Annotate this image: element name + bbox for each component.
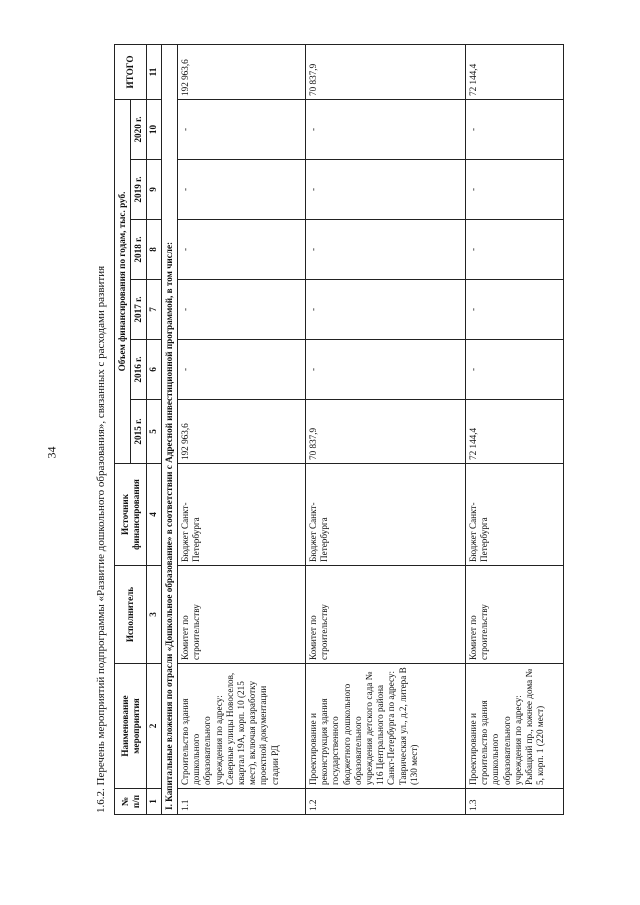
header-year: 2017 г. (131, 280, 147, 340)
row-source: Бюджет Санкт-Петербурга (177, 464, 305, 566)
header-executor: Исполнитель (115, 566, 147, 664)
table-row (177, 44, 305, 814)
header-name: Наименование мероприятия (115, 664, 147, 789)
row-value: - (177, 340, 305, 400)
row-num: 1.1 (177, 789, 305, 815)
col-number: 11 (147, 44, 161, 99)
row-value: - (305, 220, 465, 280)
section-row (161, 44, 177, 814)
header-total: ИТОГО (115, 44, 147, 99)
col-number: 5 (147, 400, 161, 464)
row-value: - (305, 160, 465, 220)
row-total: 70 837,9 (305, 44, 465, 99)
col-number: 1 (147, 789, 161, 815)
header-row-1 (115, 44, 131, 814)
row-value: 192 963,6 (177, 400, 305, 464)
row-executor: Комитет по строительству (305, 566, 465, 664)
col-number: 6 (147, 340, 161, 400)
header-num: № п/п (115, 789, 147, 815)
row-value: - (465, 220, 563, 280)
row-value: - (465, 99, 563, 159)
row-num: 1.3 (465, 789, 563, 815)
row-value: - (177, 220, 305, 280)
row-source: Бюджет Санкт-Петербурга (305, 464, 465, 566)
header-volume: Объем финансирования по годам, тыс. руб. (115, 99, 131, 463)
row-total: 192 963,6 (177, 44, 305, 99)
page-number: 34 (44, 446, 59, 459)
row-name: Проектирование и реконструкция здания государственного бюджетного дошкольного образовательного учреждения детского сада № 116 Центрального района Санкт-Петербурга по адресу: Таврическая ул., д.2, литера В (130 мест) (305, 664, 465, 789)
col-number: 8 (147, 220, 161, 280)
col-number: 3 (147, 566, 161, 664)
header-year: 2019 г. (131, 160, 147, 220)
col-number: 7 (147, 280, 161, 340)
row-executor: Комитет по строительству (465, 566, 563, 664)
row-value: 70 837,9 (305, 400, 465, 464)
row-value: 72 144,4 (465, 400, 563, 464)
row-value: - (305, 340, 465, 400)
row-executor: Комитет по строительству (177, 566, 305, 664)
header-year: 2020 г. (131, 99, 147, 159)
row-value: - (177, 160, 305, 220)
row-value: - (177, 280, 305, 340)
row-source: Бюджет Санкт-Петербурга (465, 464, 563, 566)
header-source: Источник финансирования (115, 464, 147, 566)
header-year: 2018 г. (131, 220, 147, 280)
row-name: Проектирование и строительство здания дошкольного образовательного учреждения по адресу: Рыбацкий пр., южнее дома № 5, корп. 1 (220 мест) (465, 664, 563, 789)
row-value: - (305, 99, 465, 159)
col-number: 10 (147, 99, 161, 159)
table-row (305, 44, 465, 814)
section-title: I. Капитальные вложения по отрасли «Дошкольное образование» в соответствии с Адресной инвестиционной программой, в том числе: (161, 44, 177, 814)
document-heading: 1.6.2. Перечень мероприятий подпрограммы «Развитие дошкольного образования», связанных с расходами развития (95, 265, 107, 813)
activities-table (114, 44, 564, 815)
col-number: 2 (147, 664, 161, 789)
row-name: Строительство здания дошкольного образовательного учреждения по адресу: Северные улицы Новоселов, квартал 19А, корп. 10 (215 мест), включая разработку проектной документации стадии РД (177, 664, 305, 789)
col-number: 4 (147, 464, 161, 566)
header-year: 2016 г. (131, 340, 147, 400)
column-number-row (147, 44, 161, 814)
row-value: - (465, 340, 563, 400)
row-value: - (465, 280, 563, 340)
row-value: - (177, 99, 305, 159)
header-year: 2015 г. (131, 400, 147, 464)
row-num: 1.2 (305, 789, 465, 815)
col-number: 9 (147, 160, 161, 220)
table-row (465, 44, 563, 814)
row-total: 72 144,4 (465, 44, 563, 99)
row-value: - (305, 280, 465, 340)
row-value: - (465, 160, 563, 220)
rotated-sheet (95, 45, 625, 815)
